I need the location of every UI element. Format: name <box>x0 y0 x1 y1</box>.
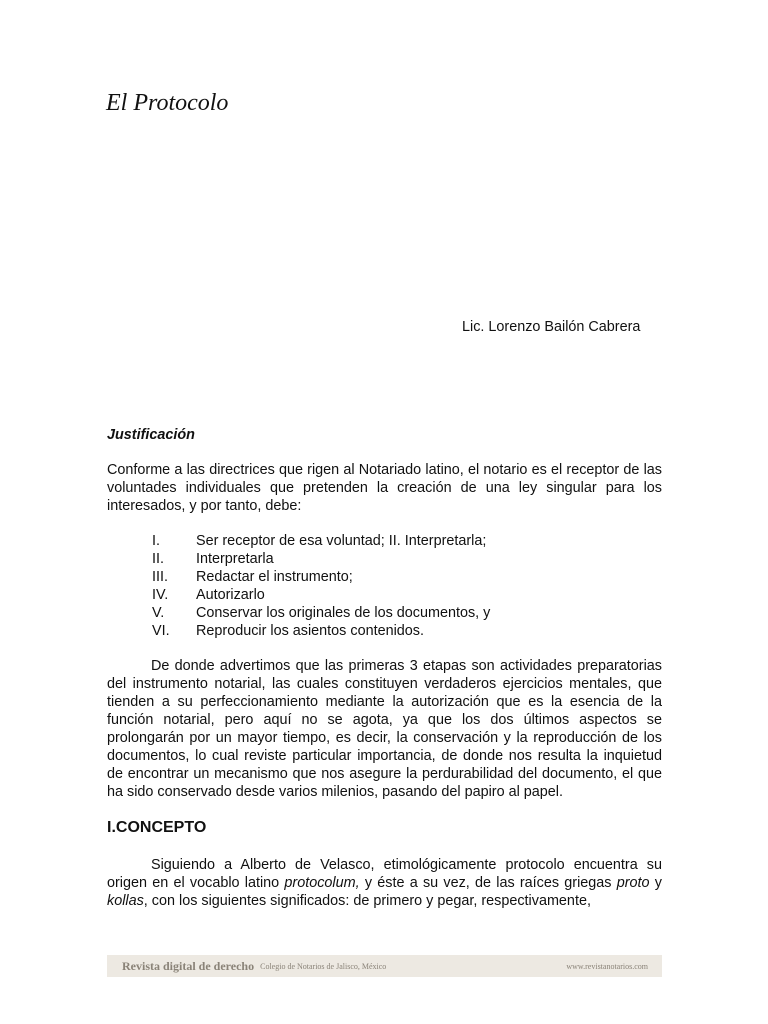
footer-college: Colegio de Notarios de Jalisco, México <box>260 961 387 971</box>
concept-text: , con los siguientes significados: de primero y pegar, respectivamente, <box>143 893 591 909</box>
concept-emphasis: kollas <box>107 893 144 909</box>
list-item <box>107 532 662 550</box>
page-footer <box>107 955 662 977</box>
list-item-number: V. <box>152 605 165 621</box>
concept-text: y éste a su vez, de las raíces griegas <box>359 875 617 891</box>
section-heading-justificacion: Justificación <box>107 427 195 443</box>
footer-url: www.revistanotarios.com <box>566 961 648 971</box>
concept-text: y <box>649 875 662 891</box>
concept-emphasis: protocolum, <box>284 875 360 891</box>
concept-text: Siguiendo a Alberto de Velasco, etimológicamente protocolo encuentra su origen en el vocablo latino <box>107 857 662 891</box>
list-item <box>107 586 662 604</box>
document-title: El Protocolo <box>106 90 229 116</box>
document-body <box>107 426 662 910</box>
list-item-text: Ser receptor de esa voluntad; II. Interpretarla; <box>196 533 487 549</box>
list-item-number: I. <box>152 533 160 549</box>
list-item-text: Conservar los originales de los documentos, y <box>196 605 491 621</box>
concept-paragraph <box>107 856 662 910</box>
intro-paragraph: Conforme a las directrices que rigen al Notariado latino, el notario es el receptor de las voluntades individuales que pretenden la creación de una ley singular para los interesados, y por tanto, debe: <box>107 462 662 514</box>
concept-emphasis: proto <box>616 875 650 891</box>
list-item-number: II. <box>152 551 164 567</box>
section-heading-concepto: I.CONCEPTO <box>107 819 207 836</box>
list-item-text: Autorizarlo <box>196 587 265 603</box>
body-paragraph: De donde advertimos que las primeras 3 etapas son actividades preparatorias del instrumento notarial, las cuales constituyen verdaderos ejercicios mentales, que tienden a su perfeccionamiento mediante la autorización que es la esencia de la función notarial, pero aquí no se agota, ya que los dos últimos aspectos se prolongarán por un mayor tiempo, es decir, la conservación y la reproducción de los documentos, lo cual reviste particular importancia, de donde nos resulta la inquietud de encontrar un mecanismo que nos asegure la perdurabilidad del documento, el que ha sido conservado desde varios milenios, pasando del papiro al papel. <box>107 658 662 800</box>
list-item-number: III. <box>152 569 168 585</box>
list-item-text: Redactar el instrumento; <box>196 569 353 585</box>
list-item <box>107 604 662 622</box>
list-item <box>107 622 662 640</box>
list-item-number: IV. <box>152 587 169 603</box>
author-name: Lic. Lorenzo Bailón Cabrera <box>462 319 641 335</box>
list-item <box>107 550 662 568</box>
footer-brand: Revista digital de derecho <box>122 958 255 973</box>
list-item <box>107 568 662 586</box>
duties-list <box>107 532 662 640</box>
list-item-text: Interpretarla <box>196 551 274 567</box>
list-item-text: Reproducir los asientos contenidos. <box>196 623 424 639</box>
list-item-number: VI. <box>152 623 170 639</box>
